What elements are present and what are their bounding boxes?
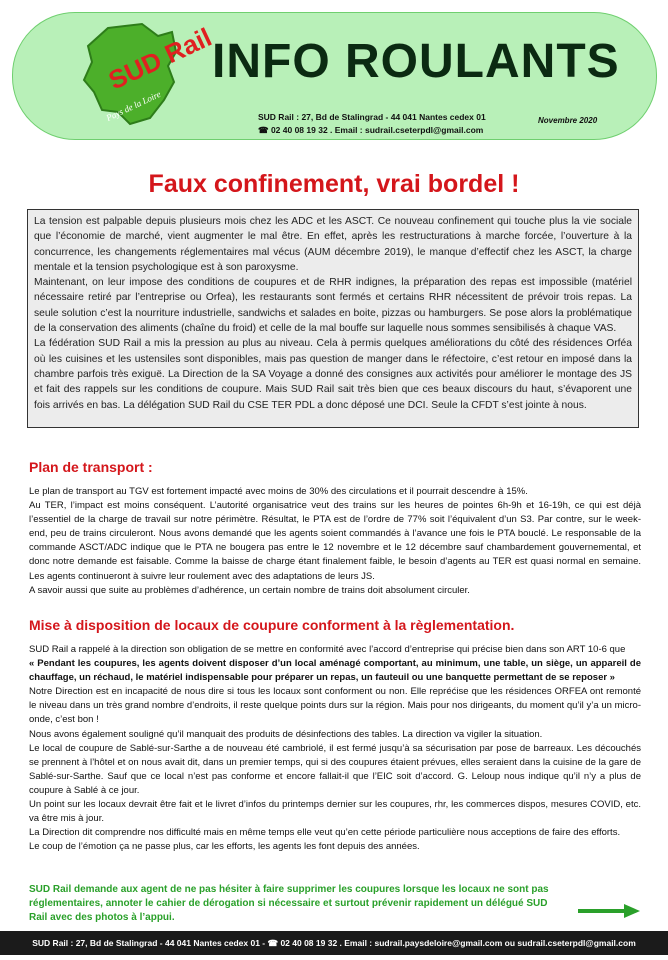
agreement-quote: « Pendant les coupures, les agents doivent disposer d’un local aménagé comportant, au minimum, une table, un siège, un appareil de chauffage, un réchaud, le matériel indispensable pour préparer un repas, un fauteuil ou une banquette permettant de se reposer » [29, 658, 641, 684]
header-contact: ☎ 02 40 08 19 32 . Email : sudrail.cseterpdl@gmail.com [258, 125, 484, 135]
logo-sud-text: SUD Rail [103, 21, 217, 96]
body-paragraph: Un point sur les locaux devrait être fait et le livret d’infos du printemps dernier sur les coupures, rhr, les commerces dispos, mesures COVID, etc. va être mis à jour. [29, 799, 641, 825]
issue-date: Novembre 2020 [538, 116, 598, 125]
newsletter-title [212, 34, 620, 89]
body-paragraph: SUD Rail a rappelé à la direction son obligation de se mettre en conformité avec l’accord d’entreprise qui précise bien dans son ART 10-6 que [29, 644, 626, 655]
title-roulants: ROULANTS [345, 35, 620, 88]
body-paragraph: Le plan de transport au TGV est fortement impacté avec moins de 30% des circulations et il pourrait descendre à 15%. [29, 486, 528, 497]
call-to-action-note: SUD Rail demande aux agent de ne pas hésiter à faire supprimer les coupures lorsque les locaux ne sont pas réglementaires, annoter le cahier de dérogation si nécessaire et surtout prévenir rapidement un délégué SUD Rail avec des photos à l’appui. [29, 884, 549, 924]
sud-rail-logo [80, 21, 217, 127]
body-paragraph: Nous avons également souligné qu’il manquait des produits de désinfections des tables. La direction va vigiler la situation. [29, 728, 543, 740]
body-paragraph: La Direction dit comprendre nos difficulté mais en même temps elle veut qu’en cette période particulière nous acceptions de faire des efforts. [29, 827, 621, 839]
footer-bar: SUD Rail : 27, Bd de Stalingrad - 44 041 Nantes cedex 01 - ☎ 02 40 08 19 32 . Email : sudrail.paysdeloire@gmail.com ou sudrail.cseterpdl@gmail.com [0, 931, 668, 955]
title-info: INFO [212, 35, 345, 88]
page-headline: Faux confinement, vrai bordel ! [148, 170, 520, 198]
intro-paragraph: La fédération SUD Rail a mis la pression au plus au niveau. Cela à permis quelques améliorations du côté des résidences Orféa où les cuisines et les ustensiles sont disponibles, mais pas question de manger dans le réfectoire, c’est retour en imposé dans la chambre parfois très exiguë. La Direction de la SA Voyage a donné des consignes aux activités pour améliorer le montage des JS et fait des rappels sur les conditions de coupure. Mais SUD Rail sait très bien que ces beaux discours du haut, s’évaporent une fois arrivés en bas. La délégation SUD Rail du CSE TER PDL a donc déposé une DCI. Seule la CFDT s’est jointe à nous. [34, 338, 632, 411]
logo-region-text: Pays de la Loire [104, 88, 163, 123]
section-title-transport: Plan de transport : [29, 459, 153, 475]
intro-paragraph: Maintenant, on leur impose des conditions de coupures et de RHR indignes, la préparation des repas est impossible (matériel nécessaire retiré par l’entreprise ou Orfea), les restaurants sont fermés et certains RHR nécessitent de prévoir trois repas. La seule solution c’est la nourriture industrielle, sandwichs et salades en boite, pizzas ou hamburgers. Se pose alors la problématique de la conservation des aliments (chaîne du froid) et celle de la mal bouffe sur laquelle nous sommes sensibilisés à chaque VAS. [34, 277, 632, 335]
intro-paragraph: La tension est palpable depuis plusieurs mois chez les ADC et les ASCT. Ce nouveau confinement qui touche plus la vie sociale que l’économie de marché, vient augmenter le mal être. En effet, après les restructurations à marche forcée, l’ouverture à la concurrence, les changements réglementaires mal vécus (AUM décembre 2019), le manque d’effectif chez les ASCT, la charge mentale et la tension psychologique est à son paroxysme. [34, 216, 632, 273]
body-paragraph: Le local de coupure de Sablé-sur-Sarthe a de nouveau été cambriolé, il est fermé jusqu’à sa sécurisation par pose de barreaux. Les découchés se prennent à l’hôtel et on nous avait dit, dans un premier temps, qui si des coupures étaient prévues, elles seraient dans la cuisine de la gare de Sablé-sur-Sarthe. Sauf que ce local n’est pas conforme et encore fallait-il que l’EIC soit d’accord. G. Leloup nous indique qu’il n’y a plus de coupure à Sablé à ce jour. [29, 742, 641, 796]
intro-box [27, 209, 639, 428]
body-paragraph: A savoir aussi que suite au problèmes d’adhérence, un certain nombre de trains doit absolument circuler. [29, 584, 470, 596]
section-body-transport [29, 485, 641, 598]
body-paragraph: Au TER, l’impact est moins conséquent. L’autorité organisatrice veut des trains sur les heures de pointes 6h-9h et 16-19h, ce qui est déjà l’essentiel de la charge de travail sur notre périmètre. Résultat, le PTA est de l’ordre de 77% soit l’équivalent d’un S3. Par contre, sur le week-end, peu de trains circuleront. Nous avons demandé que les agents soient commandés à l’avance une fois le PTA bouclé. Le responsable de la commande ASCT/ADC indique que le PTA ne bougera pas entre le 12 novembre et le 12 décembre sauf chambardement gouvernemental, et donc notre demande est faisable. Comme la baisse de charge étant finalement faible, le besoin d’agents au TER est quasi normal en semaine. Les agents continueront à suivre leur roulement avec des adaptations de leurs JS. [29, 500, 641, 582]
section-body-locaux [29, 643, 641, 854]
section-title-locaux: Mise à disposition de locaux de coupure conforment à la règlementation. [29, 617, 515, 633]
body-paragraph: Le coup de l’émotion ça ne passe plus, car les efforts, les agents les font depuis des années. [29, 841, 420, 853]
header-address: SUD Rail : 27, Bd de Stalingrad - 44 041 Nantes cedex 01 [258, 112, 486, 122]
arrow-right-icon [578, 903, 640, 919]
body-paragraph: Notre Direction est en incapacité de nous dire si tous les locaux sont conforment ou non. Elle repréćise que les résidences ORFEA ont remonté le niveau dans un très grand nombre d’endroits, il reste quelque points durs sur la région. Mais pour nos dirigeants, du moment qu’il y’a un micro-onde, c’est bon ! [29, 686, 641, 726]
